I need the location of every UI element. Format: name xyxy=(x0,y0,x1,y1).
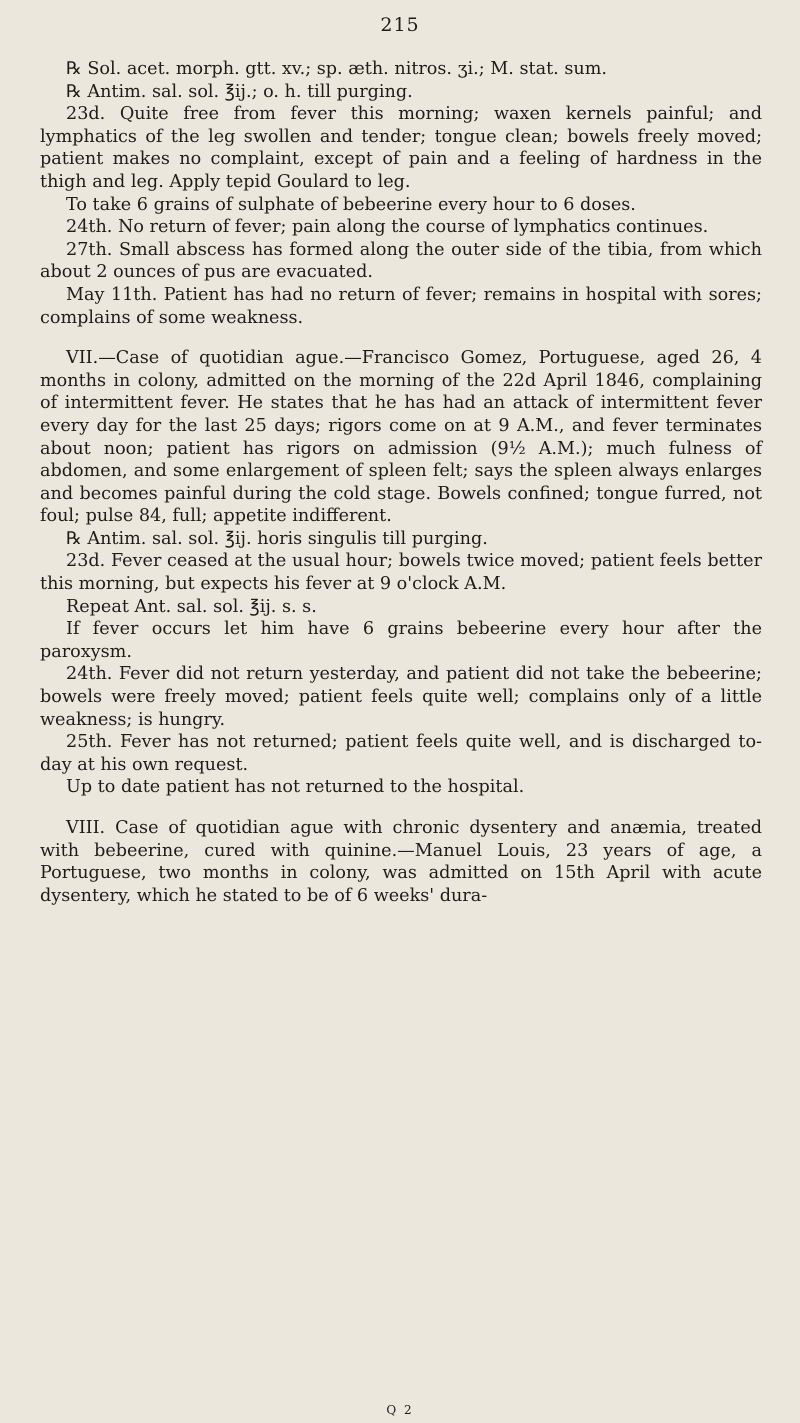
case-heading-paragraph: VIII. Case of quotidian ague with chronic dysentery and anæmia, treated with bebeerine, cured with quinine.—Manuel Louis, 23 years of age, a Portuguese, two months in colony, was admitted on 15th April with acute dysentery, which he stated to be of 6 weeks' dura- xyxy=(40,818,762,906)
paragraph: To take 6 grains of sulphate of bebeerine every hour to 6 doses. xyxy=(66,194,636,215)
case-heading-paragraph: VII.—Case of quotidian ague.—Francisco Gomez, Portuguese, aged 26, 4 months in colony, admitted on the morning of the 22d April 1846, complaining of intermittent fever. He states that he has had an attack of intermittent fever every day for the last 25 days; rigors come on at 9 A.M., and fever terminates about noon; patient has rigors on admission (9½ A.M.); much fulness of abdomen, and some enlargement of spleen felt; says the spleen always enlarges and becomes painful during the cold stage. Bowels confined; tongue furred, not foul; pulse 84, full; appetite indifferent. xyxy=(40,348,762,527)
paragraph: May 11th. Patient has had no return of fever; remains in hospital with sores; complains of some weakness. xyxy=(40,284,762,328)
paragraph: Up to date patient has not returned to the hospital. xyxy=(66,777,525,798)
paragraph: If fever occurs let him have 6 grains bebeerine every hour after the paroxysm. xyxy=(40,619,762,662)
paragraph: 23d. Quite free from fever this morning; waxen kernels painful; and lymphatics of the leg swollen and tender; tongue clean; bowels freely moved; patient makes no complaint, except of pain and a feeling of hardness in the thigh and leg. Apply tepid Goulard to leg. xyxy=(40,104,762,192)
paragraph: 24th. No return of fever; pain along the course of lymphatics continues. xyxy=(66,217,709,238)
prescription-line: ℞ Antim. sal. sol. ℥ij. horis singulis till purging. xyxy=(66,528,488,549)
paragraph: Repeat Ant. sal. sol. ℥ij. s. s. xyxy=(66,596,317,617)
prescription-line: ℞ Sol. acet. morph. gtt. xv.; sp. æth. nitros. ʒi.; M. stat. sum. xyxy=(66,59,607,79)
signature-mark: Q 2 xyxy=(386,1403,414,1417)
page-text xyxy=(40,58,762,907)
paragraph: 27th. Small abscess has formed along the outer side of the tibia, from which about 2 ounces of pus are evacuated. xyxy=(40,239,762,283)
paragraph: 23d. Fever ceased at the usual hour; bowels twice moved; patient feels better this morning, but expects his fever at 9 o'clock A.M. xyxy=(40,551,762,595)
page-number: 215 xyxy=(380,14,420,36)
prescription-line: ℞ Antim. sal. sol. ℥ij.; o. h. till purging. xyxy=(66,81,413,102)
paragraph: 24th. Fever did not return yesterday, and patient did not take the bebeerine; bowels were freely moved; patient feels quite well; complains only of a little weakness; is hungry. xyxy=(40,664,762,730)
paragraph: 25th. Fever has not returned; patient feels quite well, and is discharged to-day at his own request. xyxy=(40,732,762,775)
